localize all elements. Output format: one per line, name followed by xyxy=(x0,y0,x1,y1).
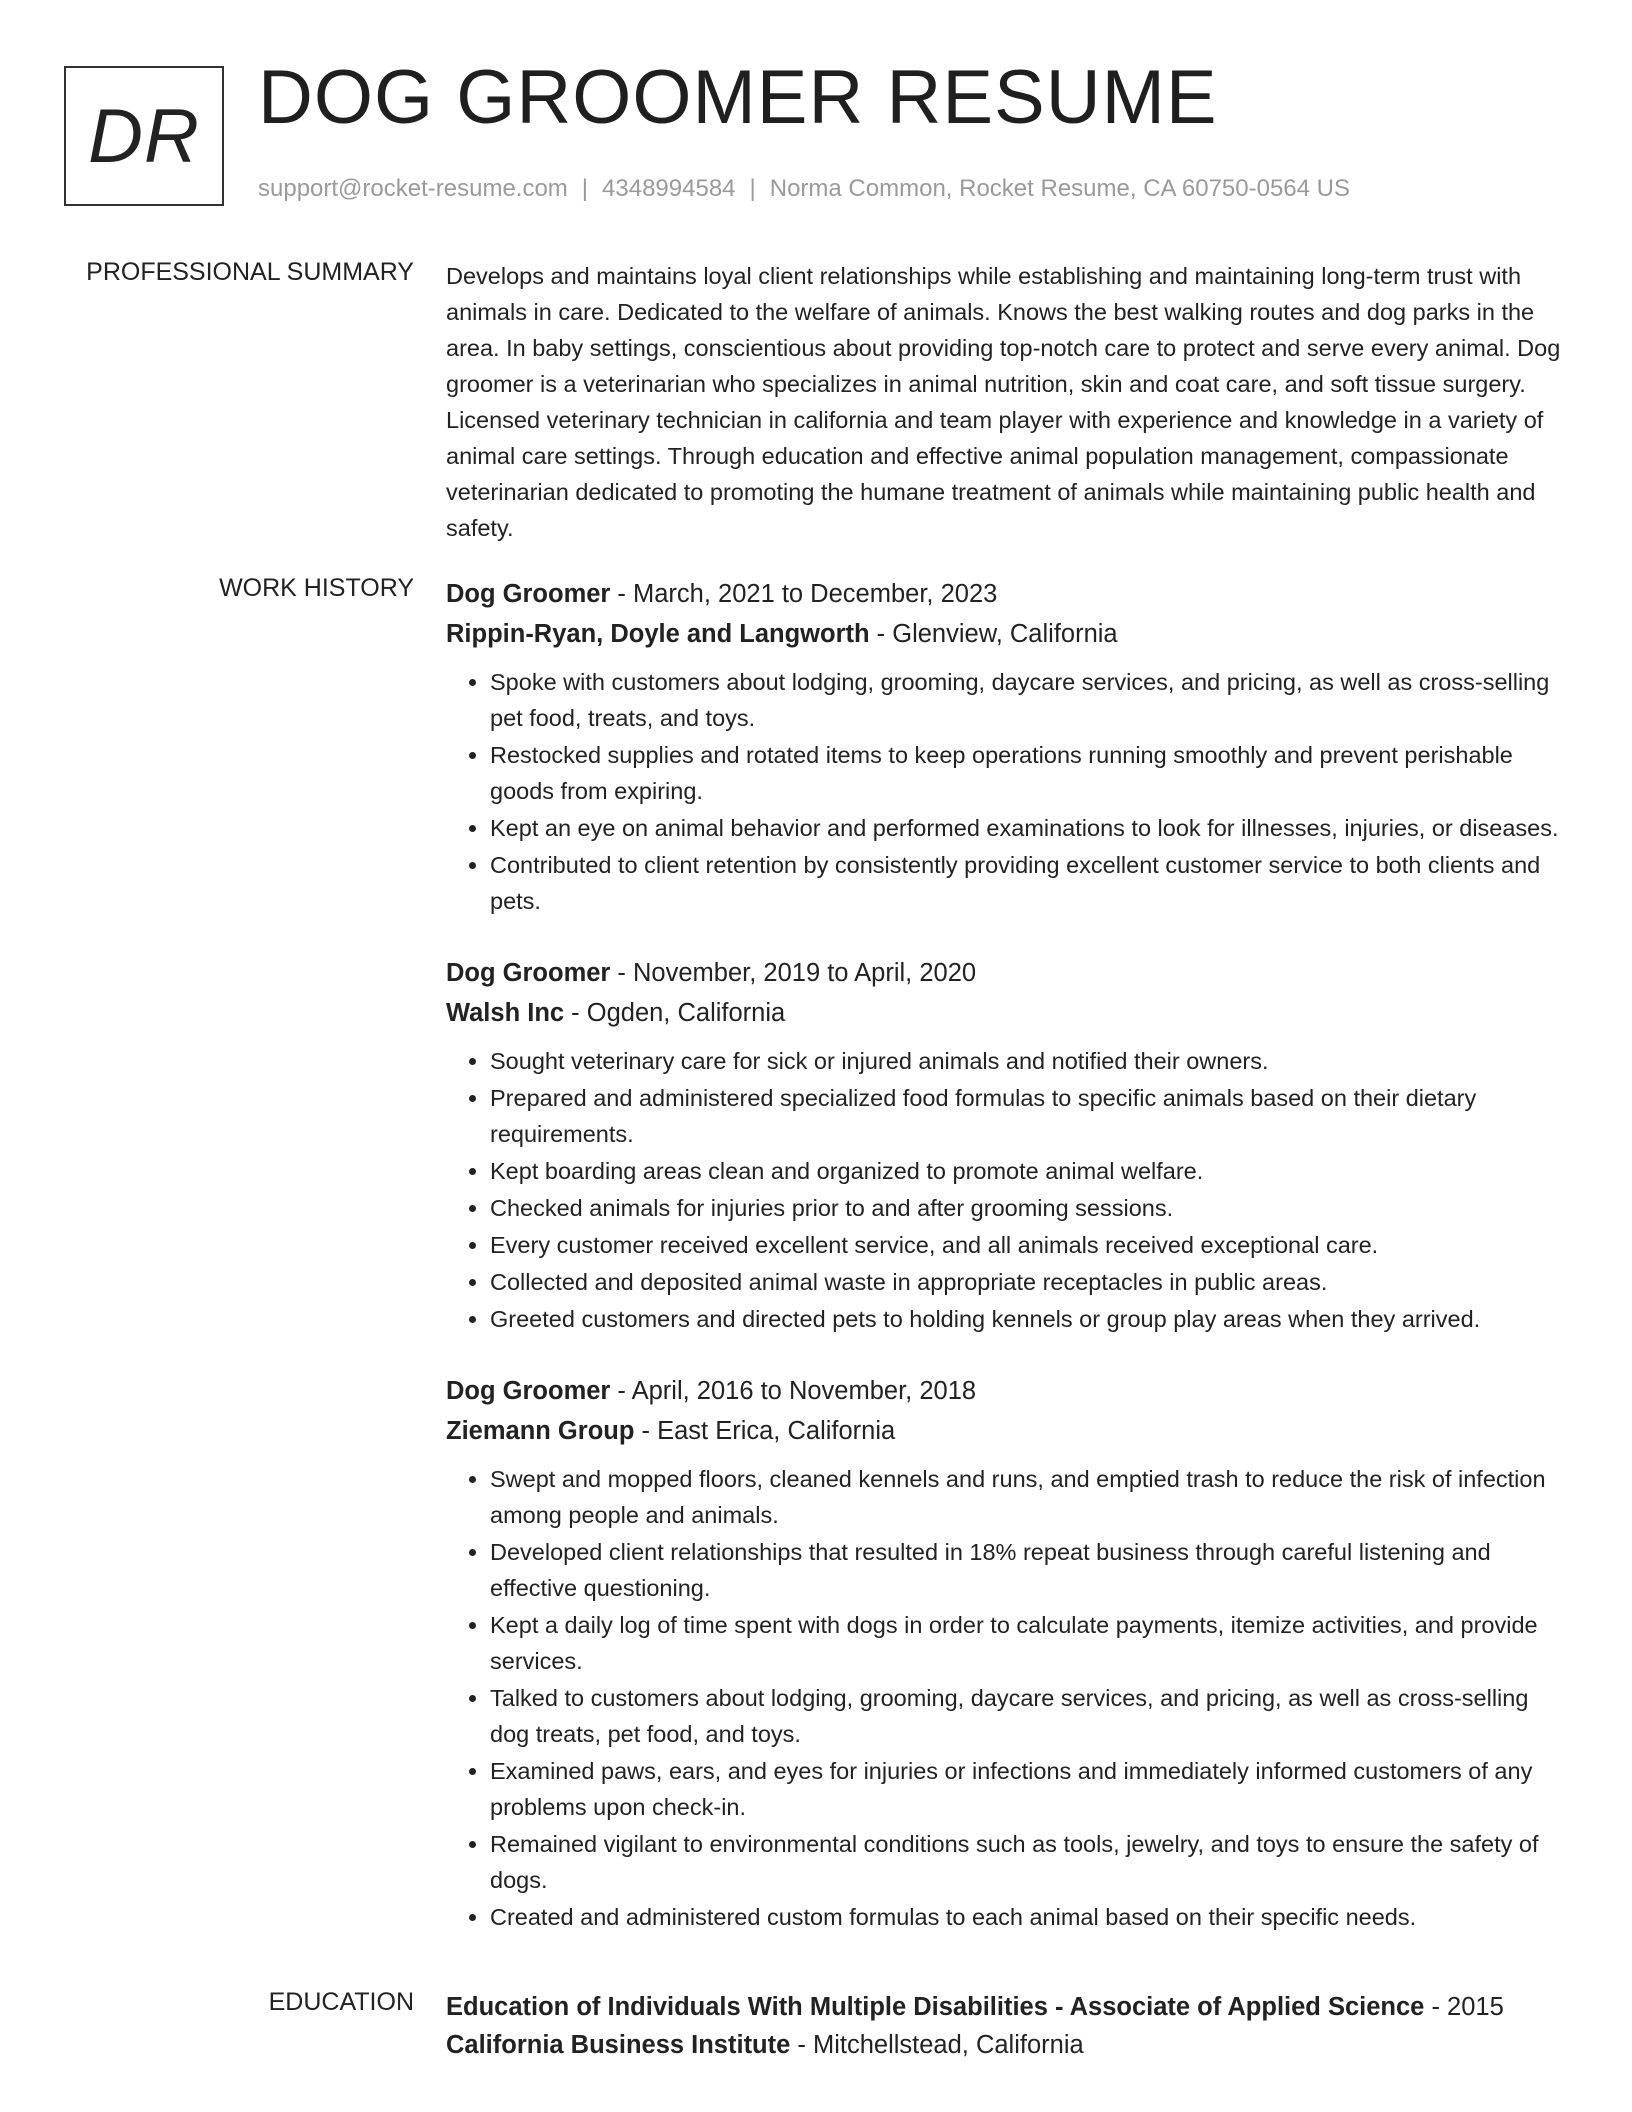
summary-content xyxy=(446,258,1566,546)
job-dates: - April, 2016 to November, 2018 xyxy=(610,1377,977,1405)
job-bullet: • Greeted customers and directed pets to holding kennels or group play areas when they arrived. xyxy=(490,1301,1566,1337)
contact-phone: 4348994584 xyxy=(602,175,736,202)
job-bullets xyxy=(446,664,1566,919)
job-dates: - March, 2021 to December, 2023 xyxy=(610,580,998,608)
job-dates: - November, 2019 to April, 2020 xyxy=(610,959,977,987)
job-company: Walsh Inc xyxy=(446,999,565,1027)
summary-text: Develops and maintains loyal client relationships while establishing and maintaining long-term trust with animals in care. Dedicated to the welfare of animals. Knows the best walking routes and dog parks in the area. In baby settings, conscientious about providing top-notch care to protect and serve every animal. Dog groomer is a veterinarian who specializes in animal nutrition, skin and coat care, and soft tissue surgery. Licensed veterinary technician in california and team player with experience and knowledge in a variety of animal care settings. Through education and effective animal population management, compassionate veterinarian dedicated to promoting the humane treatment of animals while maintaining public health and safety. xyxy=(446,263,1561,541)
job-location: - Ogden, California xyxy=(564,999,786,1027)
education-school: California Business Institute xyxy=(446,2031,791,2059)
job-bullet: • Swept and mopped floors, cleaned kennels and runs, and emptied trash to reduce the risk of infection among people and animals. xyxy=(490,1461,1566,1533)
job-title-line xyxy=(446,574,1566,614)
job-bullets xyxy=(446,1461,1566,1935)
contact-line xyxy=(258,175,1350,203)
job-title: Dog Groomer xyxy=(446,1377,611,1405)
resume-title: DOG GROOMER RESUME xyxy=(258,55,1218,140)
education-location: - Mitchellstead, California xyxy=(790,2031,1084,2059)
job-bullet: • Collected and deposited animal waste in appropriate receptacles in public areas. xyxy=(490,1264,1566,1300)
job-entry xyxy=(446,1371,1566,1935)
contact-separator: | xyxy=(749,175,756,202)
job-bullets xyxy=(446,1043,1566,1337)
education-degree-line xyxy=(446,1988,1566,2026)
education-degree: Education of Individuals With Multiple Disabilities - Associate of Applied Science xyxy=(446,1993,1425,2021)
job-company: Rippin-Ryan, Doyle and Langworth xyxy=(446,620,870,648)
job-bullet: • Restocked supplies and rotated items to keep operations running smoothly and prevent perishable goods from expiring. xyxy=(490,737,1566,809)
job-location: - Glenview, California xyxy=(869,620,1118,648)
contact-address: Norma Common, Rocket Resume, CA 60750-0564 US xyxy=(769,175,1351,202)
summary-label: PROFESSIONAL SUMMARY xyxy=(86,258,414,286)
job-entry xyxy=(446,574,1566,919)
job-bullet: • Remained vigilant to environmental conditions such as tools, jewelry, and toys to ensure the safety of dogs. xyxy=(490,1826,1566,1898)
education-content xyxy=(446,1988,1566,2064)
job-title-line xyxy=(446,953,1566,993)
job-company-line xyxy=(446,614,1566,654)
contact-separator: | xyxy=(581,175,589,202)
education-school-line xyxy=(446,2026,1566,2064)
job-location: - East Erica, California xyxy=(634,1417,896,1445)
job-bullet: • Spoke with customers about lodging, grooming, daycare services, and pricing, as well as cross-selling pet food, treats, and toys. xyxy=(490,664,1566,736)
work-history-label: WORK HISTORY xyxy=(219,574,414,602)
job-bullet: • Developed client relationships that resulted in 18% repeat business through careful listening and effective questioning. xyxy=(490,1534,1566,1606)
job-bullet: • Sought veterinary care for sick or injured animals and notified their owners. xyxy=(490,1043,1566,1079)
job-bullet: • Every customer received excellent service, and all animals received exceptional care. xyxy=(490,1227,1566,1263)
education-year: - 2015 xyxy=(1424,1993,1504,2021)
job-bullet: • Kept an eye on animal behavior and performed examinations to look for illnesses, injuries, or diseases. xyxy=(490,810,1566,846)
job-title: Dog Groomer xyxy=(446,959,611,987)
job-entry xyxy=(446,953,1566,1337)
job-bullet: • Talked to customers about lodging, grooming, daycare services, and pricing, as well as cross-selling dog treats, pet food, and toys. xyxy=(490,1680,1566,1752)
job-company: Ziemann Group xyxy=(446,1417,635,1445)
job-bullet: • Contributed to client retention by consistently providing excellent customer service to both clients and pets. xyxy=(490,847,1566,919)
education-label: EDUCATION xyxy=(268,1988,414,2016)
job-bullet: • Kept a daily log of time spent with dogs in order to calculate payments, itemize activities, and provide services. xyxy=(490,1607,1566,1679)
work-history-content xyxy=(446,574,1566,1969)
contact-email: support@rocket-resume.com xyxy=(258,175,568,202)
job-bullet: • Prepared and administered specialized food formulas to specific animals based on their dietary requirements. xyxy=(490,1080,1566,1152)
monogram-logo: DR xyxy=(64,66,224,206)
job-bullet: • Examined paws, ears, and eyes for injuries or infections and immediately informed customers of any problems upon check-in. xyxy=(490,1753,1566,1825)
job-title-line xyxy=(446,1371,1566,1411)
job-company-line xyxy=(446,1411,1566,1451)
job-title: Dog Groomer xyxy=(446,580,611,608)
job-company-line xyxy=(446,993,1566,1033)
job-bullet: • Kept boarding areas clean and organized to promote animal welfare. xyxy=(490,1153,1566,1189)
job-bullet: • Created and administered custom formulas to each animal based on their specific needs. xyxy=(490,1899,1566,1935)
job-bullet: • Checked animals for injuries prior to and after grooming sessions. xyxy=(490,1190,1566,1226)
